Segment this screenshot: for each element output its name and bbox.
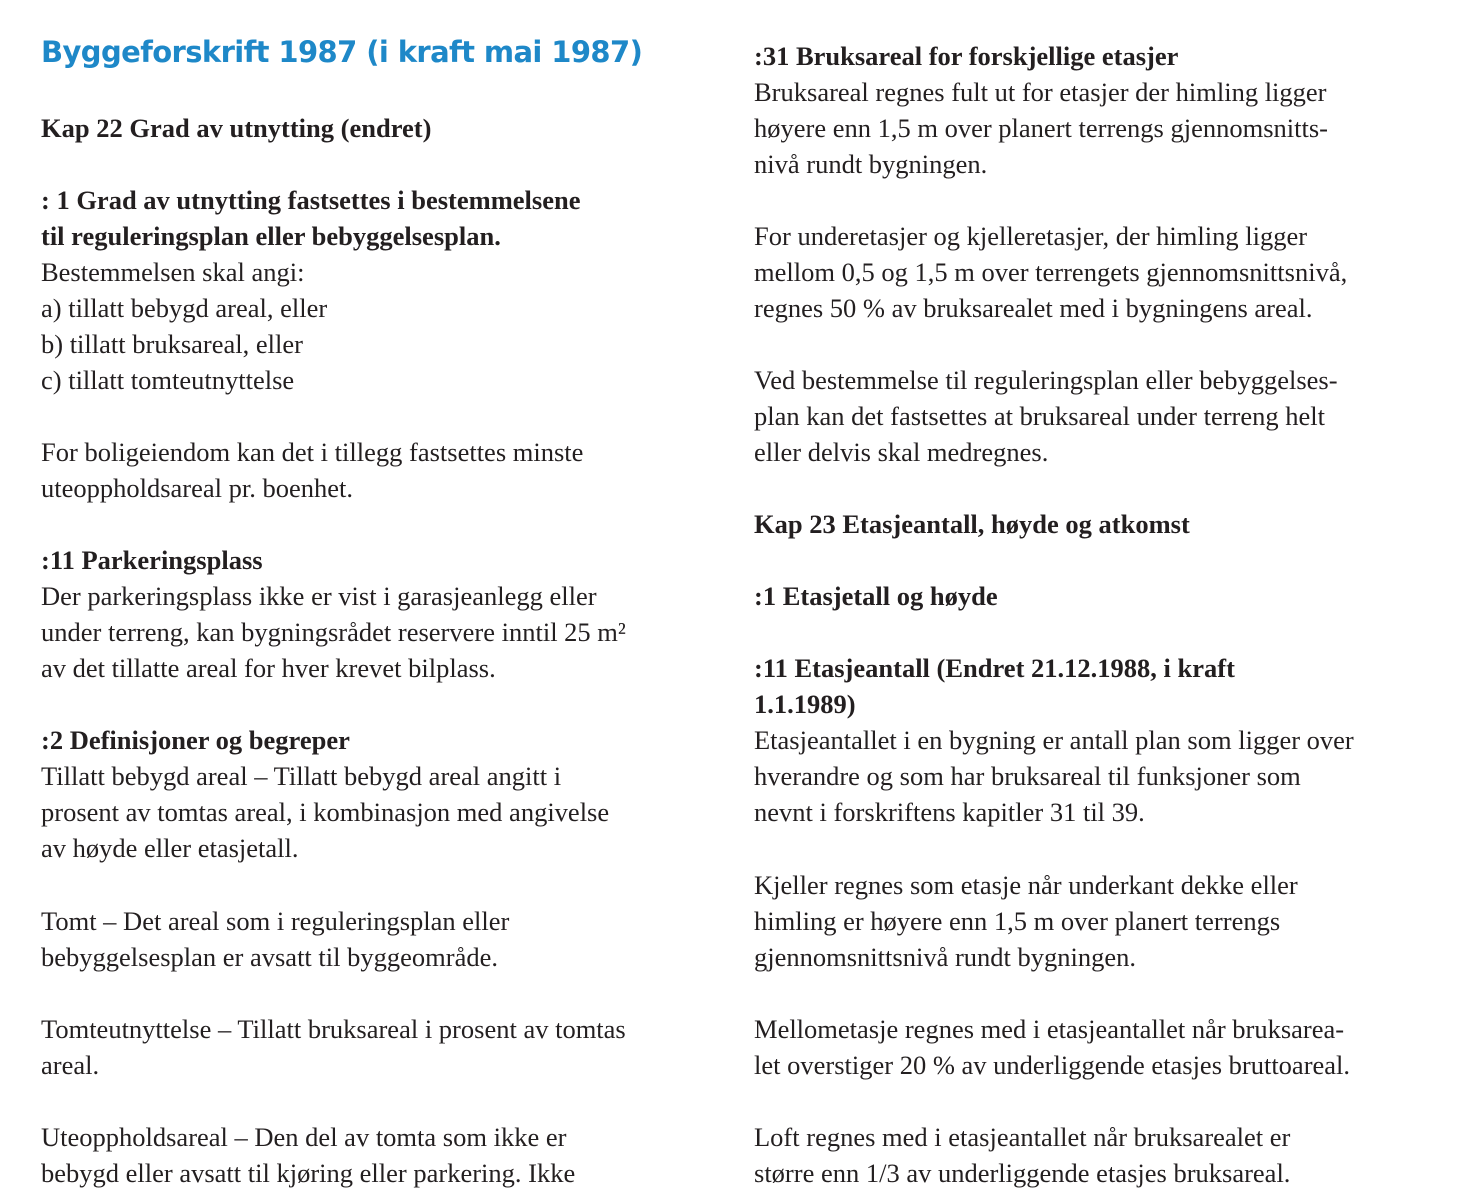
right-text-line: Loft regnes med i etasjeantallet når bruksarealet er (754, 1122, 1291, 1152)
left-text-line: uteoppholdsareal pr. boenhet. (41, 473, 354, 503)
right-text-line: eller delvis skal medregnes. (754, 437, 1049, 467)
left-text-line: under terreng, kan bygningsrådet reservere inntil 25 m² (41, 617, 626, 647)
right-heading-line: :31 Bruksareal for forskjellige etasjer (754, 41, 1179, 71)
right-text-line: Kjeller regnes som etasje når underkant dekke eller (754, 870, 1298, 900)
left-text-line: Tomteutnyttelse – Tillatt bruksareal i prosent av tomtas (41, 1014, 626, 1044)
right-text-line: gjennomsnittsnivå rundt bygningen. (754, 942, 1137, 972)
right-text-line: regnes 50 % av bruksarealet med i bygningens areal. (754, 293, 1313, 323)
right-text-line: større enn 1/3 av underliggende etasjes bruksareal. (754, 1158, 1291, 1188)
left-text-line: b) tillatt bruksareal, eller (41, 329, 303, 359)
right-text-line: nivå rundt bygningen. (754, 149, 988, 179)
page-title: Byggeforskrift 1987 (i kraft mai 1987) (41, 35, 643, 69)
left-text-line: Tomt – Det areal som i reguleringsplan eller (41, 906, 510, 936)
right-text-line: nevnt i forskriftens kapitler 31 til 39. (754, 797, 1145, 827)
right-text-line: For underetasjer og kjelleretasjer, der himling ligger (754, 221, 1308, 251)
left-heading-line: :11 Parkeringsplass (41, 545, 263, 575)
left-text-line: areal. (41, 1050, 100, 1080)
left-text-line: bebygd eller avsatt til kjøring eller parkering. Ikke (41, 1158, 576, 1188)
right-text-line: let overstiger 20 % av underliggende etasjes bruttoareal. (754, 1050, 1351, 1080)
right-heading-line: Kap 23 Etasjeantall, høyde og atkomst (754, 509, 1190, 539)
right-heading-line: :1 Etasjetall og høyde (754, 581, 998, 611)
left-text-line: c) tillatt tomteutnyttelse (41, 365, 295, 395)
left-text-line: Uteoppholdsareal – Den del av tomta som ikke er (41, 1122, 567, 1152)
left-text-line: bebyggelsesplan er avsatt til byggeområde. (41, 942, 498, 972)
right-text-line: Bruksareal regnes fult ut for etasjer der himling ligger (754, 77, 1327, 107)
left-text-line: For boligeiendom kan det i tillegg fastsettes minste (41, 437, 584, 467)
right-heading-line: 1.1.1989) (754, 689, 856, 719)
left-heading-line: :2 Definisjoner og begreper (41, 725, 350, 755)
left-heading-line: Kap 22 Grad av utnytting (endret) (41, 113, 432, 143)
right-text-line: mellom 0,5 og 1,5 m over terrengets gjennomsnittsnivå, (754, 257, 1348, 287)
left-text-line: a) tillatt bebygd areal, eller (41, 293, 328, 323)
left-heading-line: til reguleringsplan eller bebyggelsesplan. (41, 221, 501, 251)
right-heading-line: :11 Etasjeantall (Endret 21.12.1988, i kraft (754, 653, 1235, 683)
left-heading-line: : 1 Grad av utnytting fastsettes i bestemmelsene (41, 185, 581, 215)
left-text-line: av det tillatte areal for hver krevet bilplass. (41, 653, 496, 683)
right-text-line: plan kan det fastsettes at bruksareal under terreng helt (754, 401, 1325, 431)
left-text-line: av høyde eller etasjetall. (41, 833, 299, 863)
right-text-line: hverandre og som har bruksareal til funksjoner som (754, 761, 1301, 791)
left-text-line: Tillatt bebygd areal – Tillatt bebygd areal angitt i (41, 761, 562, 791)
left-text-line: Der parkeringsplass ikke er vist i garasjeanlegg eller (41, 581, 597, 611)
left-text-line: Bestemmelsen skal angi: (41, 257, 305, 287)
right-text-line: Mellometasje regnes med i etasjeantallet når bruksarea- (754, 1014, 1345, 1044)
right-text-line: Etasjeantallet i en bygning er antall plan som ligger over (754, 725, 1354, 755)
right-text-line: høyere enn 1,5 m over planert terrengs gjennomsnitts- (754, 113, 1329, 143)
right-text-line: himling er høyere enn 1,5 m over planert terrengs (754, 906, 1281, 936)
right-text-line: Ved bestemmelse til reguleringsplan eller bebyggelses- (754, 365, 1338, 395)
left-text-line: prosent av tomtas areal, i kombinasjon med angivelse (41, 797, 610, 827)
